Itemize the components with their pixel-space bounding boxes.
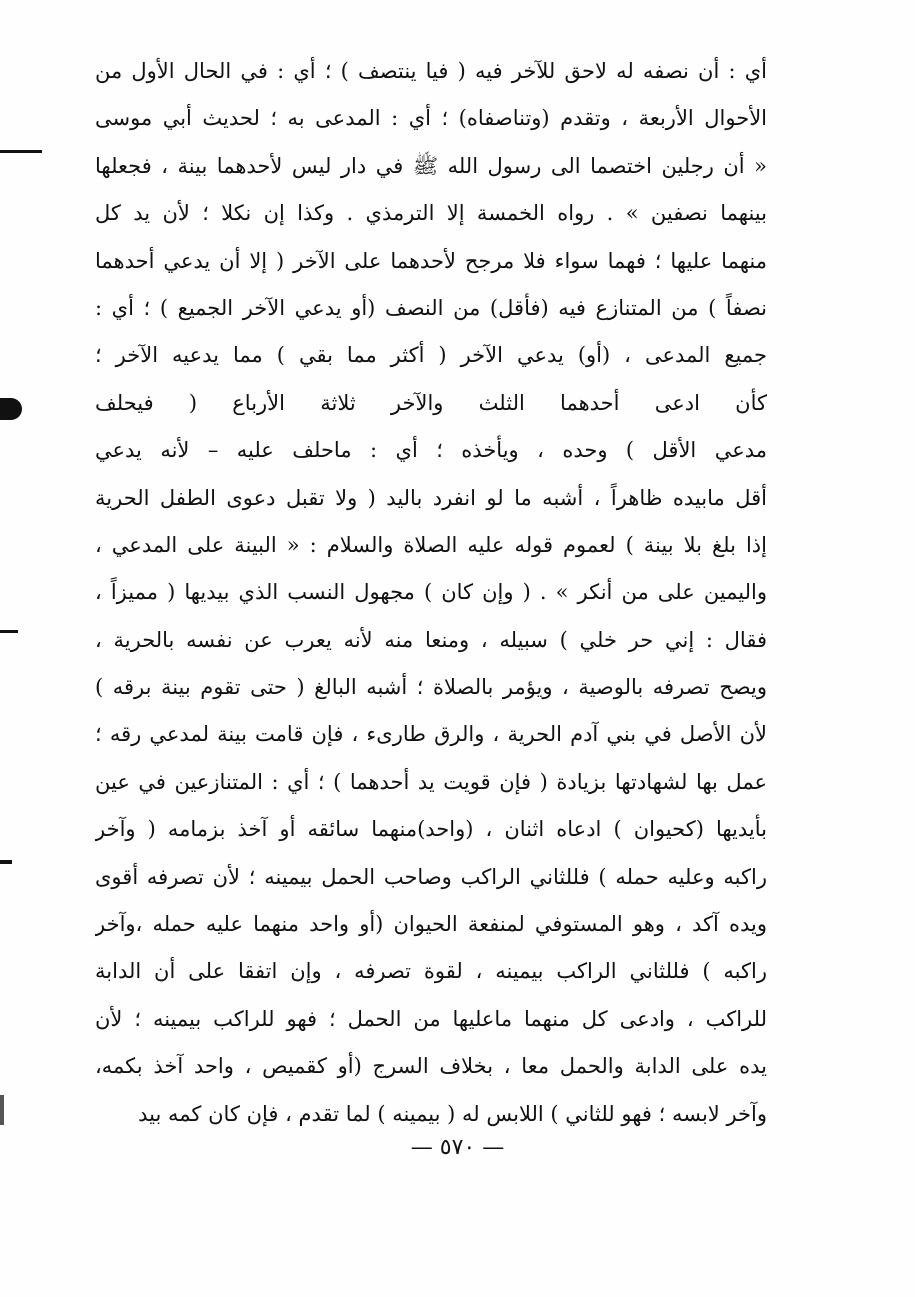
text-line: منهما عليها ؛ فهما سواء فلا مرجح لأحدهما على الآخر ( إلا أن يدعي أحدهما: [95, 248, 767, 273]
text-line: بينهما نصفين » . رواه الخمسة إلا الترمذي . وكذا إن نكلا ؛ لأن يد كل: [95, 201, 767, 226]
text-line: أي : أن نصفه له لاحق للآخر فيه ( فيا ينتصف ) ؛ أي : في الحال الأول من: [95, 59, 767, 83]
text-line: لأن الأصل في بني آدم الحرية ، والرق طارىء ، فإن قامت بينة لمدعي رقه ؛: [95, 722, 767, 747]
text-line: مدعي الأقل ) وحده ، ويأخذه ؛ أي : ماحلف عليه – لأنه يدعي: [95, 438, 767, 463]
text-line: راكبه وعليه حمله ) فللثاني الراكب وصاحب الحمل بيمينه ؛ لأن تصرفه أقوى: [95, 864, 767, 889]
scan-margin-mark: [0, 398, 22, 420]
text-line: ويده آكد ، وهو المستوفي لمنفعة الحيوان (أو واحد منهما عليه حمله ،وآخر: [95, 912, 767, 937]
text-line: نصفاً ) من المتنازع فيه (فأقل) من النصف (أو يدعي الآخر الجميع ) ؛ أي :: [95, 295, 767, 320]
text-line: فقال : إني حر خلي ) سبيله ، ومنعا منه لأنه يعرب عن نفسه بالحرية ،: [95, 627, 767, 652]
page-number: — ٥٧٠ —: [410, 1135, 505, 1160]
scan-margin-mark: [0, 1095, 4, 1125]
text-line: راكبه ) فللثاني الراكب بيمينه ، لقوة تصرفه ، وإن اتفقا على أن الدابة: [95, 959, 767, 984]
text-line: عمل بها لشهادتها بزيادة ( فإن قويت يد أحدهما ) ؛ أي : المتنازعين في عين: [95, 769, 767, 794]
text-line: بأيديها (كحيوان ) ادعاه اثنان ، (واحد)منهما سائقه أو آخذ بزمامه ( وآخر: [95, 817, 767, 842]
text-line: ويصح تصرفه بالوصية ، ويؤمر بالصلاة ؛ أشبه البالغ ( حتى تقوم بينة برقه ): [95, 675, 767, 700]
text-line: وآخر لابسه ؛ فهو للثاني ) اللابس له ( بيمينه ) لما تقدم ، فإن كان كمه بيد: [138, 1101, 767, 1126]
text-line: جميع المدعى ، (أو) يدعي الآخر ( أكثر مما بقي ) مما يدعيه الآخر ؛: [95, 343, 767, 368]
text-line: إذا بلغ بلا بينة ) لعموم قوله عليه الصلاة والسلام : « البينة على المدعي ،: [95, 532, 767, 557]
scan-margin-mark: [0, 150, 42, 153]
text-line: واليمين على من أنكر » . ( وإن كان ) مجهول النسب الذي بيديها ( مميزاً ،: [95, 580, 767, 605]
text-line: يده على الدابة والحمل معا ، بخلاف السرج (أو كقميص ، واحد آخذ بكمه،: [95, 1054, 767, 1079]
text-line: للراكب ، وادعى كل منهما ماعليها من الحمل ؛ فهو للراكب بيمينه ؛ لأن: [95, 1006, 767, 1031]
scan-margin-mark: [0, 630, 18, 633]
text-line: أقل مابيده ظاهراً ، أشبه ما لو انفرد باليد ( ولا تقبل دعوى الطفل الحرية: [95, 485, 767, 510]
scan-margin-mark: [0, 860, 12, 864]
text-line: كأن ادعى أحدهما الثلث والآخر ثلاثة الأرباع ( فيحلف: [95, 390, 767, 415]
text-line: « أن رجلين اختصما الى رسول الله ﷺ في دار ليس لأحدهما بينة ، فجعلها: [95, 153, 767, 178]
body-text: [95, 48, 767, 1138]
text-line: الأحوال الأربعة ، وتقدم (وتناصفاه) ؛ أي : المدعى به ؛ لحديث أبي موسى: [95, 106, 767, 131]
